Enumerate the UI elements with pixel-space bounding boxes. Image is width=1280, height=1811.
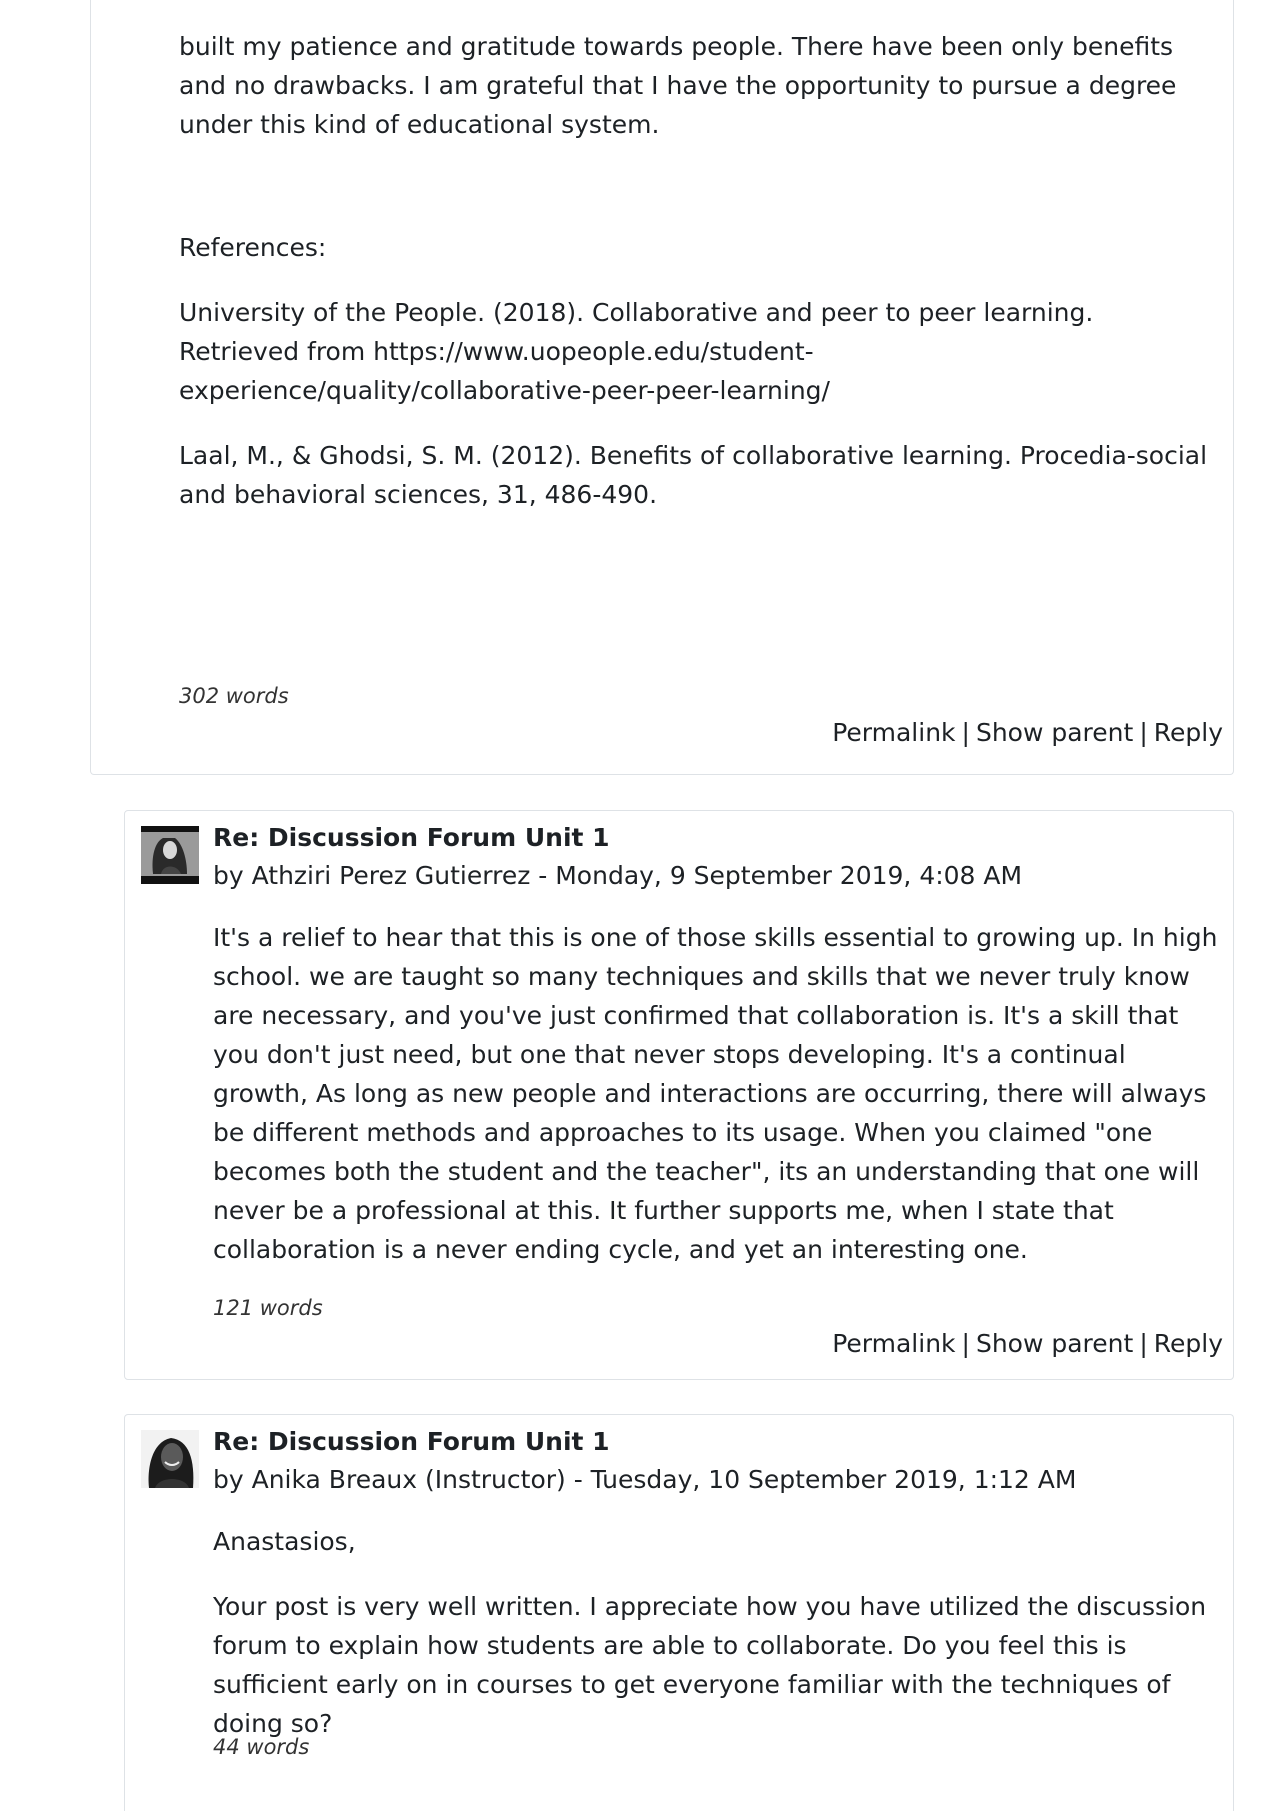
- references-heading: References:: [179, 233, 327, 262]
- word-count: 302 words: [179, 684, 289, 708]
- post-body: [213, 1522, 1223, 1769]
- post-subject[interactable]: Re: Discussion Forum Unit 1: [213, 823, 610, 852]
- command-separator: |: [961, 1329, 970, 1358]
- show-parent-link[interactable]: Show parent: [975, 718, 1134, 747]
- post-commands: [832, 718, 1223, 747]
- word-count: 44 words: [213, 1735, 310, 1759]
- post-byline: by Anika Breaux (Instructor) - Tuesday, 10 September 2019, 1:12 AM: [213, 1465, 1077, 1494]
- command-separator: |: [961, 718, 970, 747]
- reply-link[interactable]: Reply: [1153, 718, 1223, 747]
- command-separator: |: [1139, 1329, 1148, 1358]
- post-paragraph: built my patience and gratitude towards people. There have been only benefits and no drawbacks. I am grateful that I have the opportunity to pursue a degree under this kind of educational system.: [179, 32, 1177, 139]
- word-count: 121 words: [213, 1296, 323, 1320]
- post-byline: by Athziri Perez Gutierrez - Monday, 9 September 2019, 4:08 AM: [213, 861, 1023, 890]
- post-subject[interactable]: Re: Discussion Forum Unit 1: [213, 1427, 610, 1456]
- reference-item: Laal, M., & Ghodsi, S. M. (2012). Benefits of collaborative learning. Procedia-social and behavioral sciences, 31, 486-490.: [179, 441, 1208, 509]
- post-body: [213, 918, 1223, 1295]
- post-paragraph: Your post is very well written. I appreciate how you have utilized the discussion forum to explain how students are able to collaborate. Do you feel this is sufficient early on in courses to get everyone familiar with the techniques of doing so?: [213, 1592, 1207, 1738]
- forum-post-parent: [90, 0, 1234, 775]
- post-body: [179, 27, 1219, 540]
- command-separator: |: [1139, 718, 1148, 747]
- avatar[interactable]: [141, 826, 199, 884]
- post-commands: [832, 1329, 1223, 1358]
- permalink-link[interactable]: Permalink: [832, 718, 956, 747]
- forum-post-reply: [124, 810, 1234, 1380]
- post-paragraph: It's a relief to hear that this is one of those skills essential to growing up. In high school. we are taught so many techniques and skills that we never truly know are necessary, and you've just confirmed that collaboration is. It's a skill that you don't just need, but one that never stops developing. It's a continual growth, As long as new people and interactions are occurring, there will always be different methods and approaches to its usage. When you claimed "one becomes both the student and the teacher", its an understanding that one will never be a professional at this. It further supports me, when I state that collaboration is a never ending cycle, and yet an interesting one.: [213, 923, 1218, 1264]
- reference-item: University of the People. (2018). Collaborative and peer to peer learning. Retrieved from https://www.uopeople.edu/student-experience/quality/collaborative-peer-peer-learning/: [179, 298, 1094, 405]
- permalink-link[interactable]: Permalink: [832, 1329, 956, 1358]
- show-parent-link[interactable]: Show parent: [975, 1329, 1134, 1358]
- forum-post-reply: [124, 1414, 1234, 1811]
- avatar[interactable]: [141, 1430, 199, 1488]
- reply-link[interactable]: Reply: [1153, 1329, 1223, 1358]
- post-paragraph: Anastasios,: [213, 1527, 356, 1556]
